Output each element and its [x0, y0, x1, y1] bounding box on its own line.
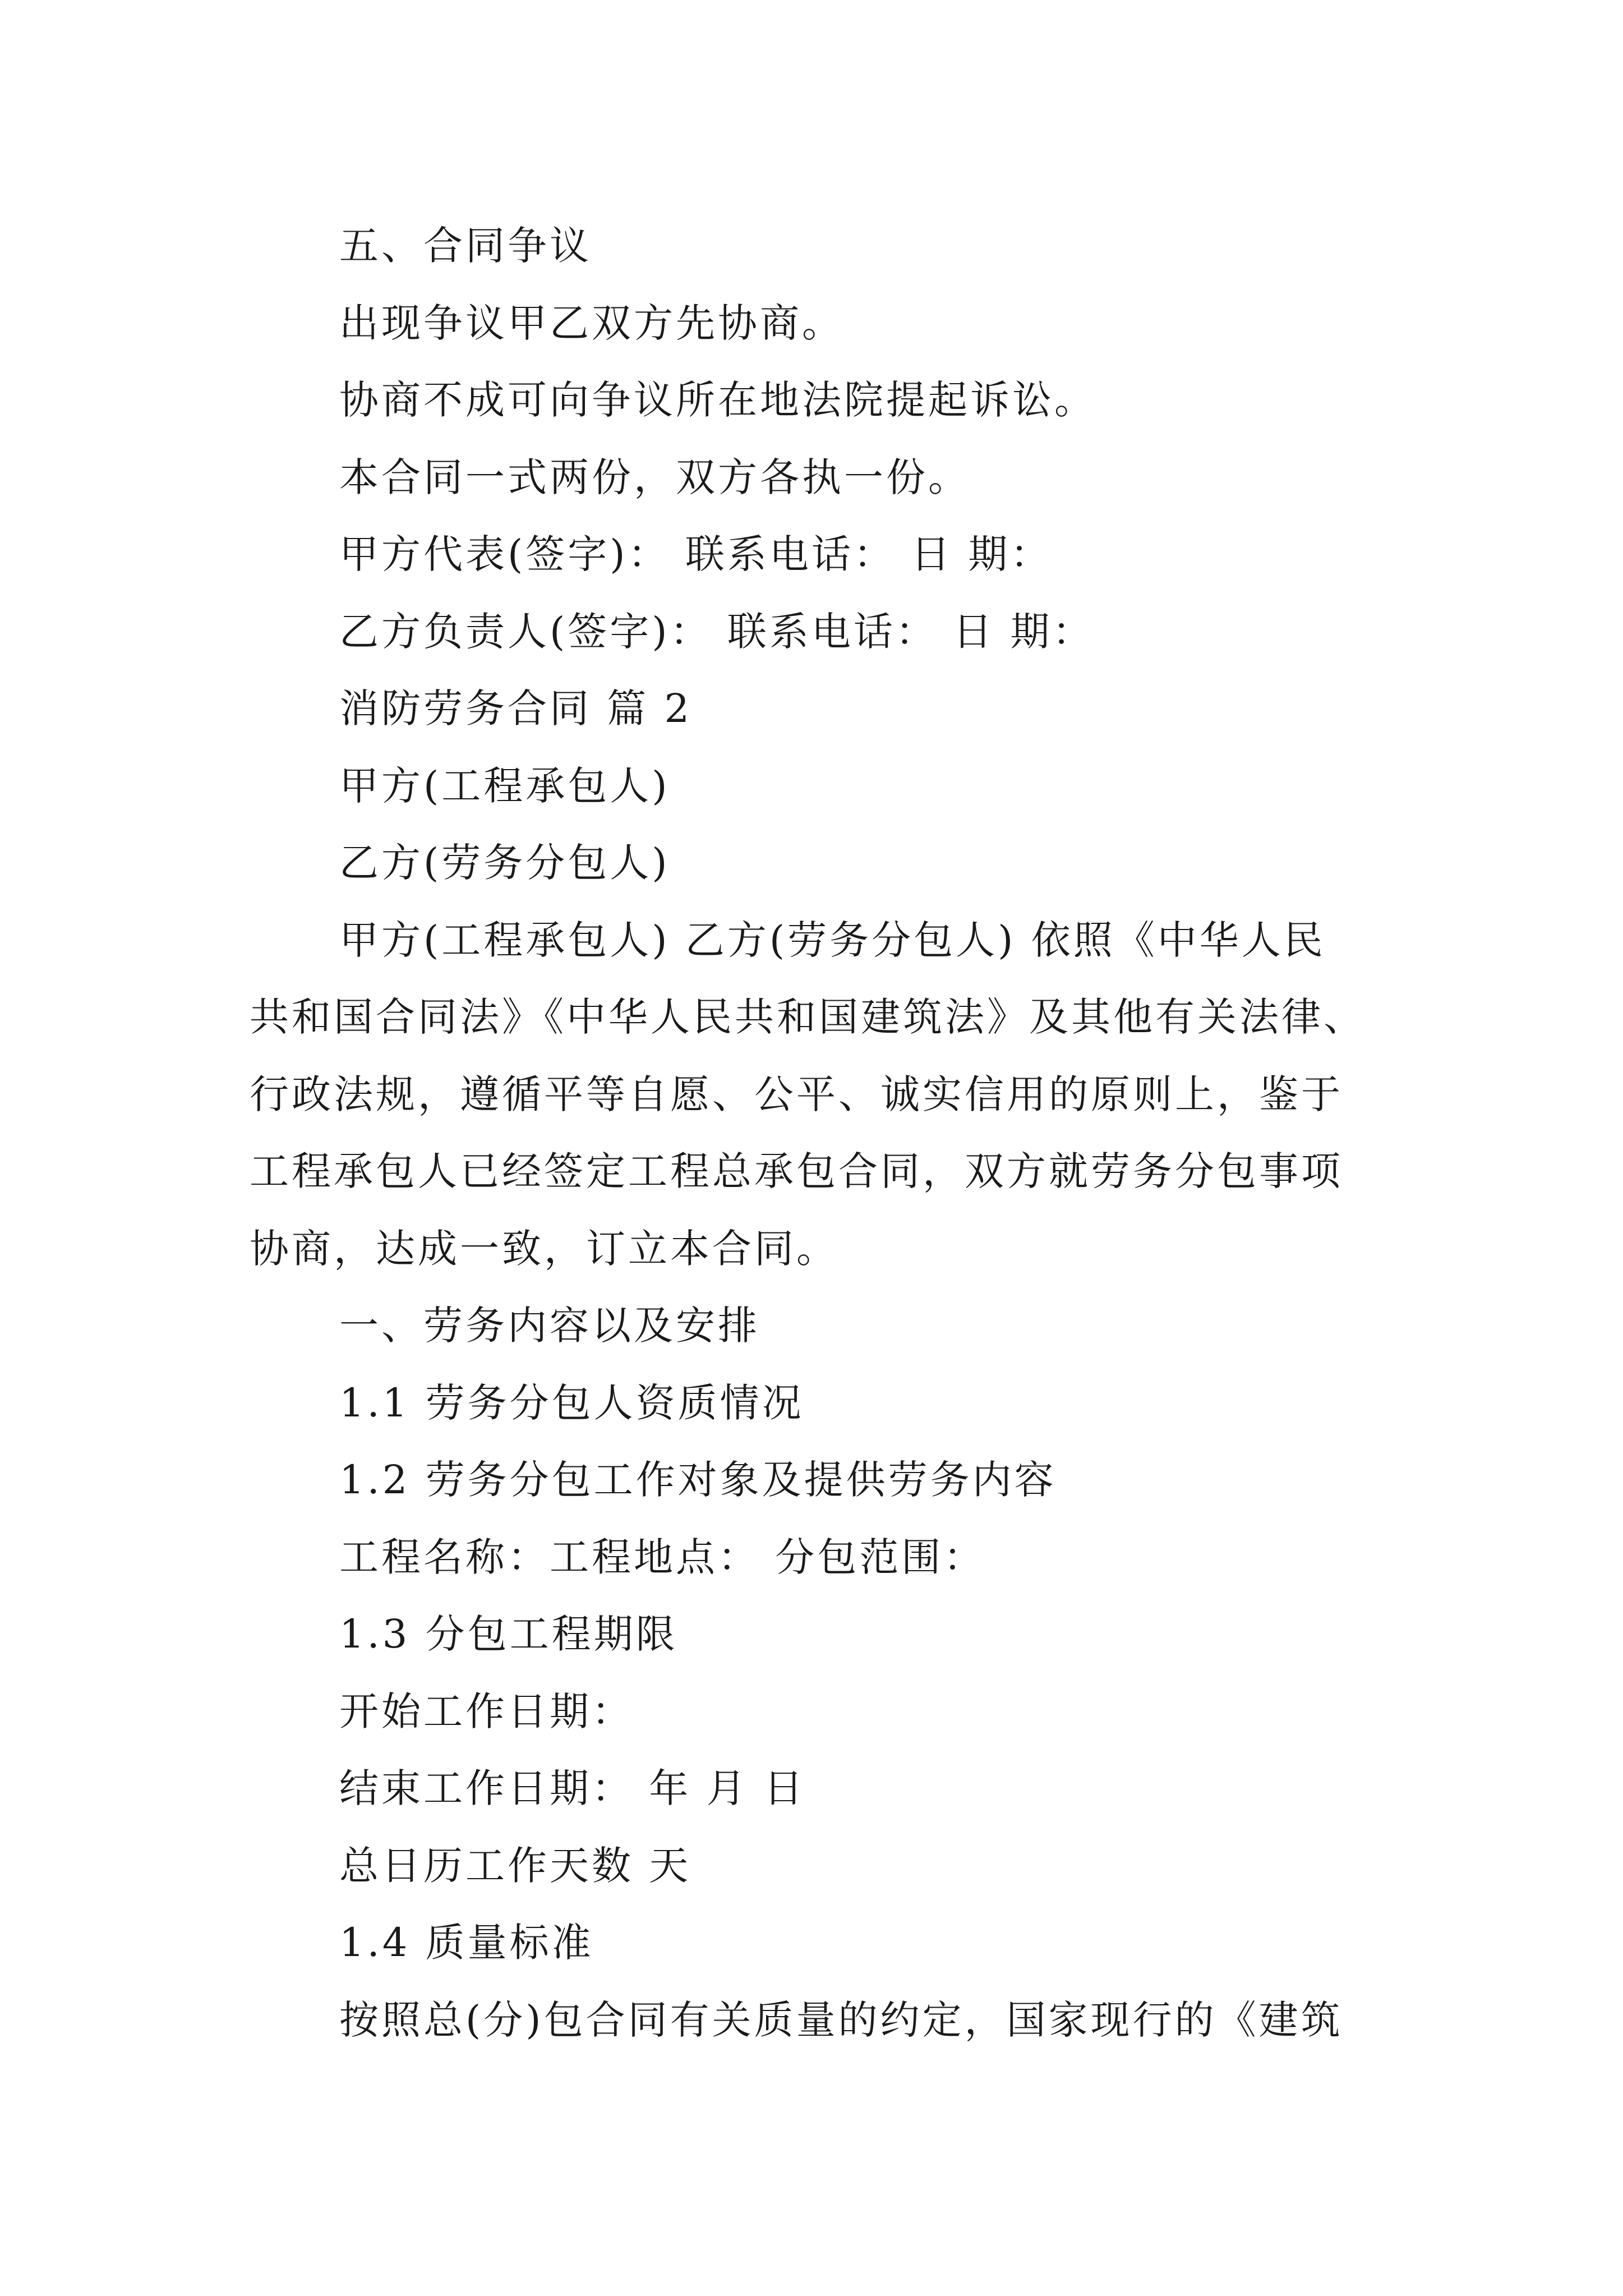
section-heading-contract-dispute: 五、合同争议 — [339, 223, 592, 269]
party-b-label: 乙方(劳务分包人) — [339, 840, 670, 886]
start-date-line: 开始工作日期： — [339, 1688, 634, 1734]
party-a-signature-line: 甲方代表(签字)： 联系电话： 日 期： — [339, 531, 1053, 577]
contract-title: 消防劳务合同 篇 2 — [339, 685, 693, 731]
subsection-heading: 1.2 劳务分包工作对象及提供劳务内容 — [339, 1457, 1057, 1503]
paragraph: 按照总(分)包合同有关质量的约定，国家现行的《建筑 — [339, 1996, 1343, 2043]
section-heading-labor-content: 一、劳务内容以及安排 — [339, 1303, 760, 1349]
party-a-label: 甲方(工程承包人) — [339, 762, 670, 809]
paragraph: 本合同一式两份，双方各执一份。 — [339, 454, 970, 500]
total-days-line: 总日历工作天数 天 — [339, 1842, 691, 1889]
paragraph-line: 共和国合同法》《中华人民共和国建筑法》及其他有关法律、 — [250, 994, 1366, 1040]
subsection-heading: 1.1 劳务分包人资质情况 — [339, 1379, 804, 1426]
paragraph-line: 行政法规，遵循平等自愿、公平、诚实信用的原则上，鉴于 — [250, 1071, 1343, 1117]
paragraph: 出现争议甲乙双方先协商。 — [339, 300, 844, 346]
paragraph-line: 甲方(工程承包人) 乙方(劳务分包人) 依照《中华人民 — [339, 917, 1326, 963]
party-b-signature-line: 乙方负责人(签字)： 联系电话： 日 期： — [339, 608, 1095, 655]
end-date-line: 结束工作日期： 年 月 日 — [339, 1765, 806, 1811]
subsection-heading: 1.3 分包工程期限 — [339, 1611, 678, 1657]
project-info-line: 工程名称：工程地点： 分包范围： — [339, 1534, 986, 1580]
paragraph-line: 协商，达成一致，订立本合同。 — [250, 1225, 838, 1272]
subsection-heading: 1.4 质量标准 — [339, 1920, 594, 1966]
preamble-paragraph — [250, 902, 1388, 1288]
paragraph-line: 工程承包人已经签定工程总承包合同，双方就劳务分包事项 — [250, 1148, 1343, 1194]
paragraph: 协商不成可向争议所在地法院提起诉讼。 — [339, 377, 1096, 423]
document-body — [250, 208, 1388, 2059]
